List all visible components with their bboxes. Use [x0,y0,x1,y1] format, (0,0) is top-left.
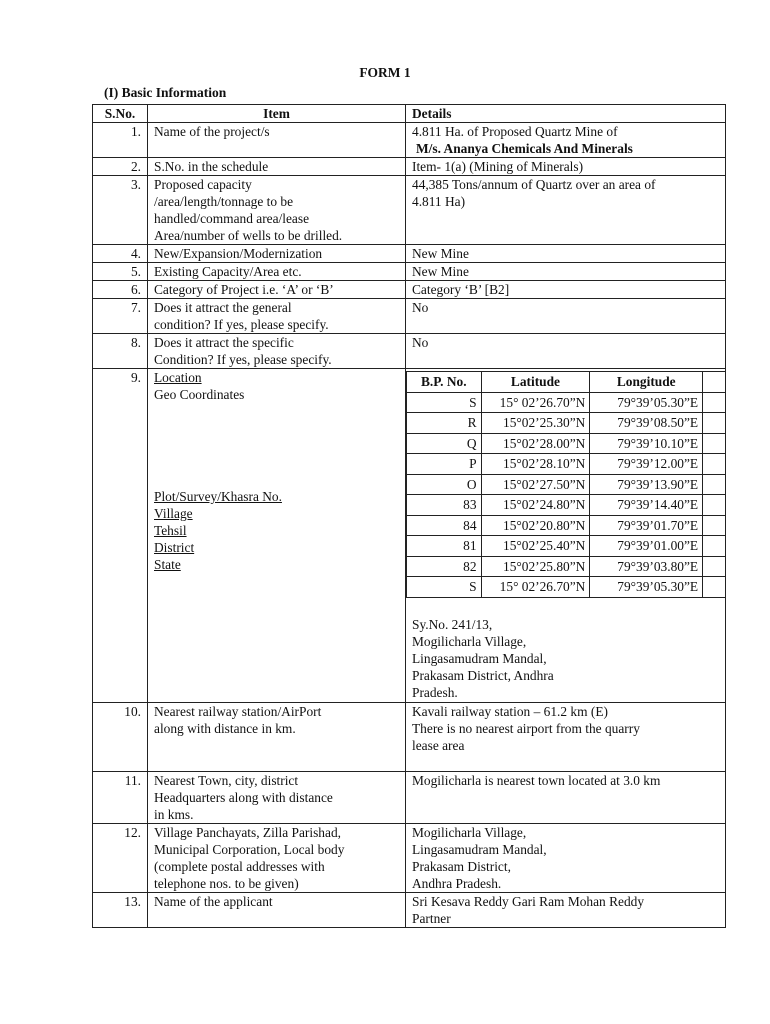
row-item: New/Expansion/Modernization [148,245,406,263]
header-bp-no: B.P. No. [407,372,482,393]
row-details: Mogilicharla is nearest town located at 3.0 km [406,771,726,823]
longitude-value: 79°39’12.00”E [590,454,703,475]
row-details: New Mine [406,245,726,263]
item-line: Municipal Corporation, Local body [154,841,345,857]
empty-cell [703,433,726,454]
district-label: District [154,540,195,555]
address-line: Mogilicharla Village, [412,633,527,649]
coordinate-row [407,454,726,475]
latitude-value: 15°02’20.80”N [481,515,590,536]
row-number: 7. [93,299,148,334]
applicant-role: Partner [412,910,451,926]
longitude-value: 79°39’08.50”E [590,413,703,434]
row-number: 1. [93,123,148,158]
details-line: Andhra Pradesh. [412,875,502,891]
longitude-value: 79°39’05.30”E [590,577,703,598]
row-item [148,702,406,771]
bp-number: R [407,413,482,434]
empty-cell [703,413,726,434]
item-line: Does it attract the general [154,300,292,315]
header-sno: S.No. [93,105,148,123]
basic-information-table [92,104,726,928]
row-number: 3. [93,176,148,245]
item-line: Headquarters along with distance [154,789,333,805]
longitude-value: 79°39’03.80”E [590,556,703,577]
coordinate-row [407,536,726,557]
latitude-value: 15°02’27.50”N [481,474,590,495]
row-number: 4. [93,245,148,263]
item-line: /area/length/tonnage to be [154,194,294,209]
empty-cell [703,372,726,393]
state-label: State [154,557,181,572]
row-details [406,892,726,927]
form-title: FORM 1 [359,65,411,80]
row-details: New Mine [406,263,726,281]
address-line: Lingasamudram Mandal, [412,650,547,666]
item-line: along with distance in km. [154,720,296,736]
row-item [148,369,406,703]
row-details [406,823,726,892]
item-line: handled/command area/lease [154,211,310,226]
coordinates-body [407,392,726,597]
latitude-value: 15°02’24.80”N [481,495,590,516]
bp-number: 84 [407,515,482,536]
empty-cell [703,392,726,413]
details-line: There is no nearest airport from the quarry [412,720,640,736]
table-row [93,158,726,176]
row-details: No [406,334,726,369]
header-latitude: Latitude [481,372,590,393]
row-item [148,334,406,369]
row-number: 10. [93,702,148,771]
plot-survey-label: Plot/Survey/Khasra No. [154,489,282,504]
location-label: Location [154,370,202,385]
row-item: Name of the project/s [148,123,406,158]
address-line: Prakasam District, Andhra [412,667,554,683]
empty-cell [703,474,726,495]
village-label: Village [154,506,193,521]
table-row [93,176,726,245]
details-line: Mogilicharla Village, [412,824,527,840]
bp-number: 82 [407,556,482,577]
row-number: 9. [93,369,148,703]
row-number: 2. [93,158,148,176]
table-row [93,823,726,892]
item-line: Condition? If yes, please specify. [154,352,332,367]
longitude-value: 79°39’05.30”E [590,392,703,413]
latitude-value: 15° 02’26.70”N [481,577,590,598]
coordinate-row [407,392,726,413]
applicant-name: Sri Kesava Reddy Gari Ram Mohan Reddy [412,893,645,909]
row-details [406,702,726,771]
address-line: Sy.No. 241/13, [412,616,493,632]
row-item [148,299,406,334]
row-item [148,823,406,892]
latitude-value: 15°02’28.00”N [481,433,590,454]
empty-cell [703,556,726,577]
table-row [93,771,726,823]
table-row [93,263,726,281]
row-number: 6. [93,281,148,299]
header-details: Details [406,105,726,123]
row-item [148,771,406,823]
details-line: 44,385 Tons/annum of Quartz over an area of [412,177,656,192]
section-heading: (I) Basic Information [104,85,227,100]
row-item: S.No. in the schedule [148,158,406,176]
table-row [93,892,726,927]
item-line: telephone nos. to be given) [154,875,299,891]
item-line: Area/number of wells to be drilled. [154,228,343,243]
empty-cell [703,454,726,475]
bp-number: S [407,577,482,598]
geo-coordinates-label: Geo Coordinates [154,387,245,402]
header-item: Item [148,105,406,123]
address-line: Pradesh. [412,684,458,700]
company-name: M/s. Ananya Chemicals And Minerals [416,141,633,156]
bp-number: 83 [407,495,482,516]
item-line: (complete postal addresses with [154,858,325,874]
coordinate-row [407,556,726,577]
table-row [93,299,726,334]
table-row [93,369,726,703]
coordinate-row [407,474,726,495]
longitude-value: 79°39’10.10”E [590,433,703,454]
table-row [93,245,726,263]
row-item [148,176,406,245]
row-number: 12. [93,823,148,892]
details-line: Prakasam District, [412,858,511,874]
tehsil-label: Tehsil [154,523,187,538]
longitude-value: 79°39’14.40”E [590,495,703,516]
table-row [93,702,726,771]
row-details [406,369,726,703]
row-item: Existing Capacity/Area etc. [148,263,406,281]
row-number: 5. [93,263,148,281]
table-row [93,334,726,369]
details-line: Lingasamudram Mandal, [412,841,547,857]
latitude-value: 15°02’25.40”N [481,536,590,557]
latitude-value: 15°02’28.10”N [481,454,590,475]
coordinates-header-row [407,372,726,393]
row-details: Item- 1(a) (Mining of Minerals) [406,158,726,176]
table-row [93,123,726,158]
row-number: 13. [93,892,148,927]
longitude-value: 79°39’01.00”E [590,536,703,557]
latitude-value: 15°02’25.80”N [481,556,590,577]
coordinate-row [407,413,726,434]
row-number: 8. [93,334,148,369]
table-header-row [93,105,726,123]
header-longitude: Longitude [590,372,703,393]
coordinates-table [406,371,726,598]
empty-cell [703,495,726,516]
coordinate-row [407,515,726,536]
item-line: Nearest Town, city, district [154,772,299,788]
details-line: 4.811 Ha) [412,194,466,209]
row-details [406,176,726,245]
details-line: 4.811 Ha. of Proposed Quartz Mine of [412,124,618,139]
coordinate-row [407,577,726,598]
bp-number: S [407,392,482,413]
row-number: 11. [93,771,148,823]
item-line: condition? If yes, please specify. [154,317,329,332]
bp-number: 81 [407,536,482,557]
bp-number: O [407,474,482,495]
bp-number: Q [407,433,482,454]
bp-number: P [407,454,482,475]
empty-cell [703,577,726,598]
latitude-value: 15°02’25.30”N [481,413,590,434]
longitude-value: 79°39’13.90”E [590,474,703,495]
longitude-value: 79°39’01.70”E [590,515,703,536]
item-line: Proposed capacity [154,177,252,192]
row-details [406,123,726,158]
row-details: No [406,299,726,334]
details-line: Kavali railway station – 61.2 km (E) [412,703,608,719]
details-line: lease area [412,737,465,753]
empty-cell [703,515,726,536]
coordinate-row [407,433,726,454]
item-line: Village Panchayats, Zilla Parishad, [154,824,341,840]
row-item: Name of the applicant [148,892,406,927]
empty-cell [703,536,726,557]
row-item: Category of Project i.e. ‘A’ or ‘B’ [148,281,406,299]
latitude-value: 15° 02’26.70”N [481,392,590,413]
table-row [93,281,726,299]
item-line: in kms. [154,806,194,822]
coordinate-row [407,495,726,516]
item-line: Does it attract the specific [154,335,294,350]
item-line: Nearest railway station/AirPort [154,703,322,719]
row-details: Category ‘B’ [B2] [406,281,726,299]
